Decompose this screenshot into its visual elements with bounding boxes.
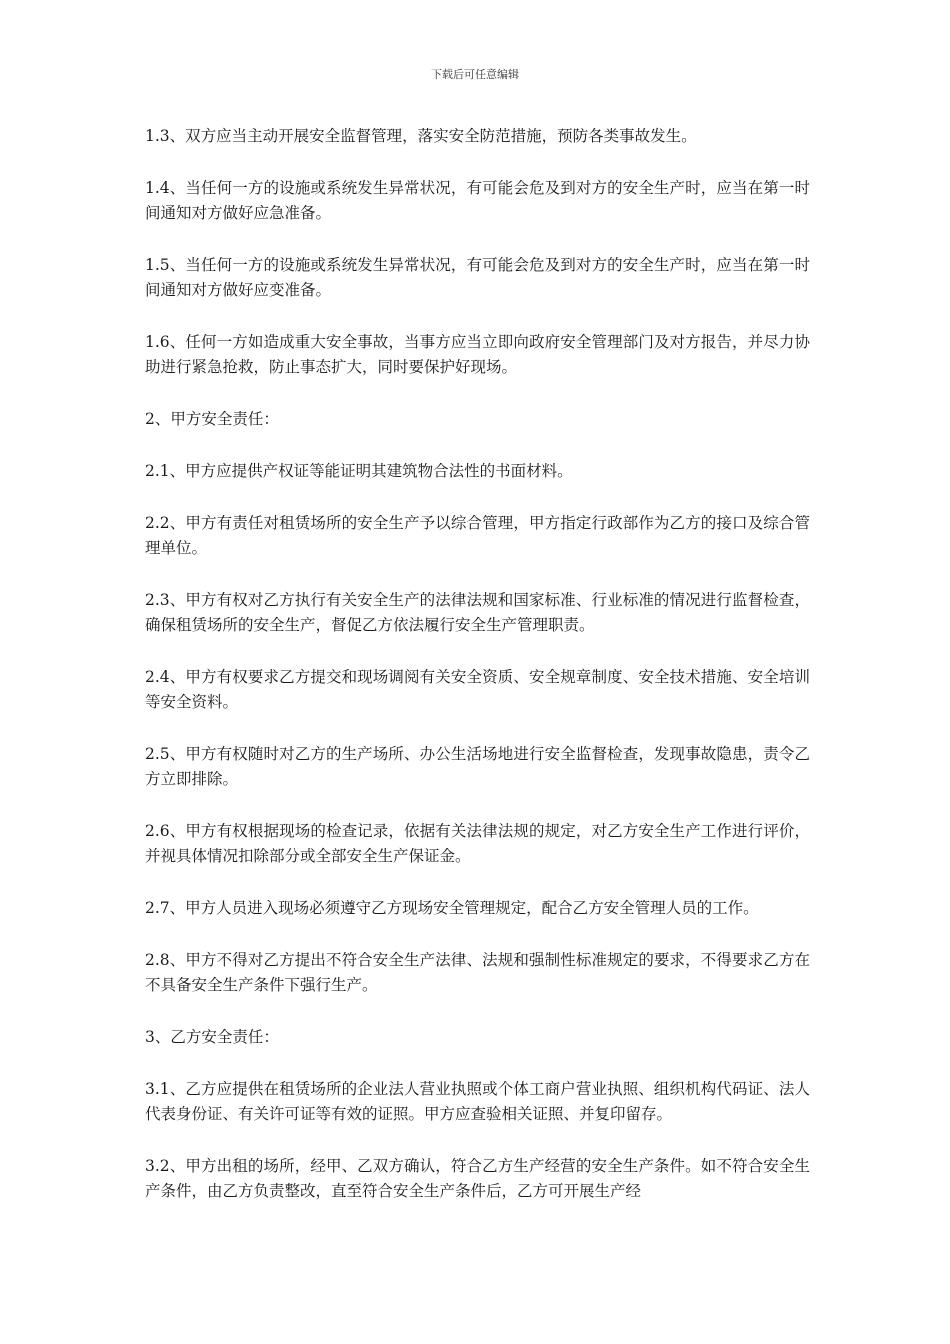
paragraph-1-4: 1.4、当任何一方的设施或系统发生异常状况，有可能会危及到对方的安全生产时，应当在第一时间通知对方做好应急准备。 bbox=[145, 179, 810, 222]
paragraph-1-5: 1.5、当任何一方的设施或系统发生异常状况，有可能会危及到对方的安全生产时，应当在第一时间通知对方做好应变准备。 bbox=[145, 256, 810, 299]
paragraph-1-3: 1.3、双方应当主动开展安全监督管理，落实安全防范措施，预防各类事故发生。 bbox=[145, 127, 697, 145]
document-body bbox=[145, 124, 810, 1231]
paragraph-2-3: 2.3、甲方有权对乙方执行有关安全生产的法律法规和国家标准、行业标准的情况进行监督检查，确保租赁场所的安全生产，督促乙方依法履行安全生产管理职责。 bbox=[145, 591, 810, 634]
paragraph-2-1: 2.1、甲方应提供产权证等能证明其建筑物合法性的书面材料。 bbox=[145, 462, 573, 480]
section-heading-3: 3、乙方安全责任： bbox=[145, 1028, 279, 1046]
paragraph-1-6: 1.6、任何一方如造成重大安全事故，当事方应当立即向政府安全管理部门及对方报告，并尽力协助进行紧急抢救，防止事态扩大，同时要保护好现场。 bbox=[145, 333, 810, 376]
paragraph-2-6: 2.6、甲方有权根据现场的检查记录，依据有关法律法规的规定，对乙方安全生产工作进行评价，并视具体情况扣除部分或全部安全生产保证金。 bbox=[145, 822, 810, 865]
section-heading-2: 2、甲方安全责任： bbox=[145, 410, 279, 428]
paragraph-2-5: 2.5、甲方有权随时对乙方的生产场所、办公生活场地进行安全监督检查，发现事故隐患，责令乙方立即排除。 bbox=[145, 745, 810, 788]
page-header: 下载后可任意编辑 bbox=[431, 68, 519, 81]
paragraph-2-4: 2.4、甲方有权要求乙方提交和现场调阅有关安全资质、安全规章制度、安全技术措施、安全培训等安全资料。 bbox=[145, 668, 810, 711]
paragraph-2-8: 2.8、甲方不得对乙方提出不符合安全生产法律、法规和强制性标准规定的要求，不得要求乙方在不具备安全生产条件下强行生产。 bbox=[145, 951, 810, 994]
paragraph-2-7: 2.7、甲方人员进入现场必须遵守乙方现场安全管理规定，配合乙方安全管理人员的工作。 bbox=[145, 899, 759, 917]
paragraph-2-2: 2.2、甲方有责任对租赁场所的安全生产予以综合管理，甲方指定行政部作为乙方的接口及综合管理单位。 bbox=[145, 514, 810, 557]
paragraph-3-1: 3.1、乙方应提供在租赁场所的企业法人营业执照或个体工商户营业执照、组织机构代码证、法人代表身份证、有关许可证等有效的证照。甲方应查验相关证照、并复印留存。 bbox=[145, 1080, 810, 1123]
paragraph-3-2: 3.2、甲方出租的场所，经甲、乙双方确认，符合乙方生产经营的安全生产条件。如不符合安全生产条件，由乙方负责整改，直至符合安全生产条件后，乙方可开展生产经 bbox=[145, 1157, 810, 1200]
